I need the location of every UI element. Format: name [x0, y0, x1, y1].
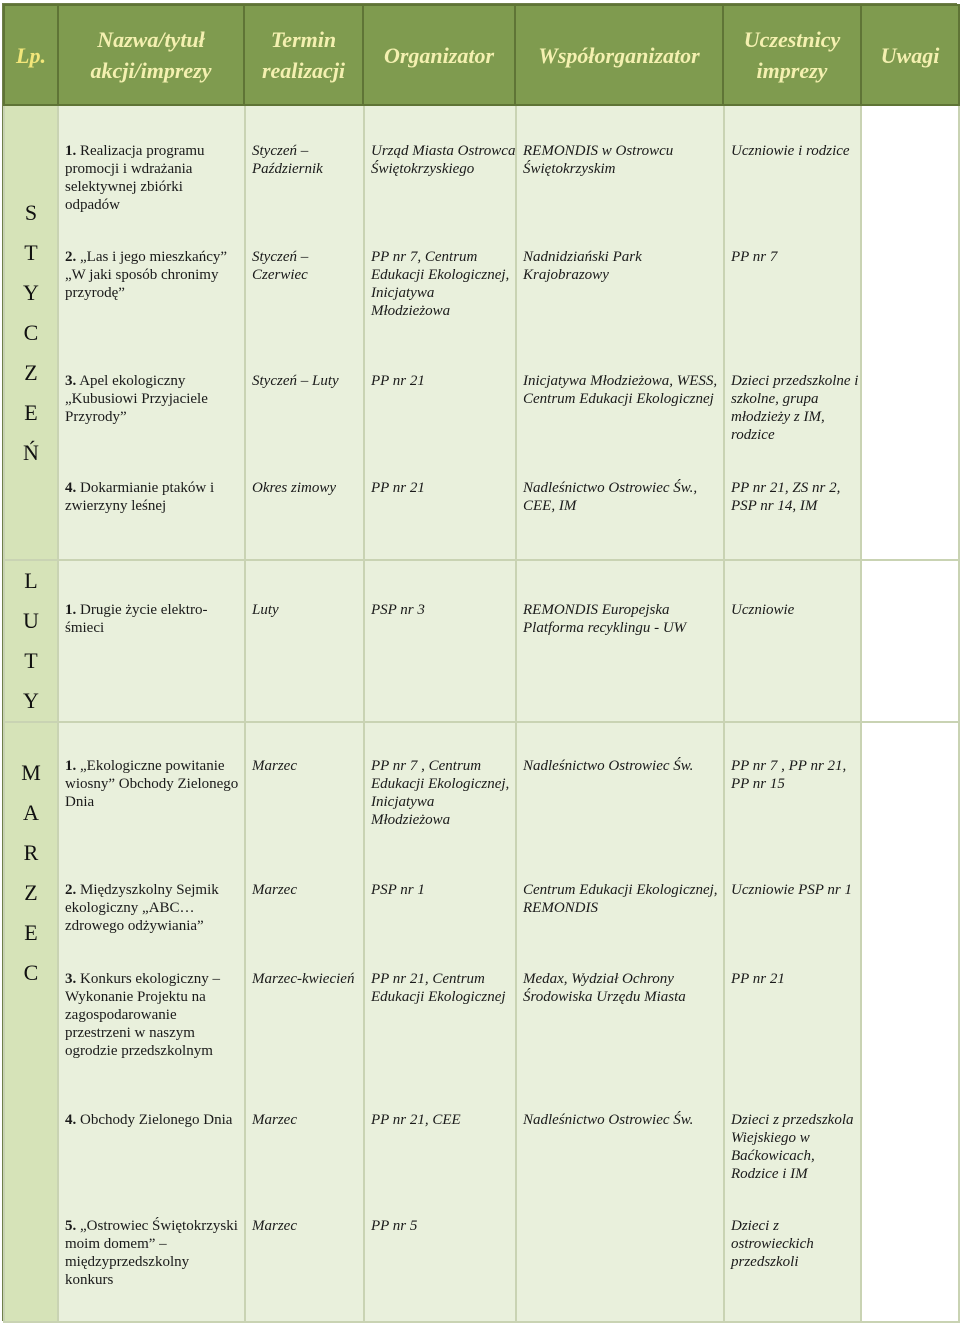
event-participants: Uczniowie i rodzice [731, 143, 850, 159]
event-coorganizer: Medax, Wydział Ochrony Środowiska Urzędu Miasta [523, 971, 686, 1005]
header-lp: Lp. [4, 5, 58, 105]
event-term: Styczeń – Październik [252, 143, 323, 177]
event-term: Marzec [252, 1218, 297, 1234]
event-name [65, 601, 241, 637]
schedule-sheet [2, 3, 957, 1321]
event-organizer: PP nr 21, Centrum Edukacji Ekologicznej [371, 971, 506, 1005]
event-name [65, 881, 241, 935]
event-organizer: Urząd Miasta Ostrowca Świętokrzyskiego [371, 143, 516, 177]
notes-cell [861, 105, 959, 560]
month-block-marzec [4, 722, 959, 1322]
event-title: Konkurs ekologiczny – Wykonanie Projektu na zagospodarowanie przestrzeni w naszym ogrodzie przedszkolnym [65, 971, 220, 1059]
column-divider [363, 723, 365, 1321]
column-divider [515, 106, 517, 559]
event-participants: PP nr 21 [731, 971, 785, 987]
event-coorganizer: Centrum Edukacji Ekologicznej, REMONDIS [523, 882, 718, 916]
event-number: 1. [65, 143, 77, 159]
month-letter: T [24, 648, 38, 673]
month-letter: Ń [23, 439, 39, 465]
column-divider [363, 106, 365, 559]
column-divider [244, 561, 246, 721]
event-title: Obchody Zielonego Dnia [80, 1112, 233, 1128]
column-divider [723, 723, 725, 1321]
event-number: 5. [65, 1218, 77, 1234]
month-label-marzec [4, 722, 58, 1322]
month-block-styczen [4, 105, 959, 560]
event-organizer: PSP nr 3 [371, 602, 425, 618]
event-organizer: PP nr 21 [371, 480, 425, 496]
event-title: „Las i jego mieszkańcy” „W jaki sposób chronimy przyrodę” [65, 249, 228, 301]
event-title: Realizacja programu promocji i wdrażania selektywnej zbiórki odpadów [65, 143, 205, 213]
event-participants: PP nr 7 , PP nr 21, PP nr 15 [731, 758, 847, 792]
event-term: Marzec [252, 882, 297, 898]
event-coorganizer: REMONDIS Europejska Platforma recyklingu - UW [523, 602, 687, 636]
event-name [65, 1217, 241, 1289]
month-letter: Y [23, 688, 39, 713]
event-coorganizer: Nadnidziański Park Krajobrazowy [523, 249, 642, 283]
event-name [65, 372, 241, 426]
event-number: 2. [65, 882, 77, 898]
column-divider [363, 561, 365, 721]
event-term: Styczeń – Luty [252, 373, 339, 389]
month-letter: Y [23, 279, 39, 305]
event-coorganizer: Inicjatywa Młodzieżowa, WESS, Centrum Edukacji Ekologicznej [523, 373, 718, 407]
event-title: Drugie życie elektro-śmieci [65, 602, 208, 636]
column-divider [515, 723, 517, 1321]
event-name [65, 479, 241, 515]
event-organizer: PSP nr 1 [371, 882, 425, 898]
event-title: Międzyszkolny Sejmik ekologiczny „ABC… zdrowego odżywiania” [65, 882, 219, 934]
event-participants: Dzieci z przedszkola Wiejskiego w Baćkowicach, Rodzice i IM [731, 1112, 854, 1182]
month-letter: Z [24, 359, 38, 385]
header-name: Nazwa/tytuł akcji/imprezy [58, 5, 244, 105]
event-coorganizer: Nadleśnictwo Ostrowiec Św. [523, 758, 694, 774]
month-label-luty [4, 560, 58, 722]
event-title: Dokarmianie ptaków i zwierzyny leśnej [65, 480, 215, 514]
month-letter: E [24, 399, 38, 425]
header-notes: Uwagi [861, 5, 959, 105]
event-term: Marzec-kwiecień [252, 971, 355, 987]
event-number: 1. [65, 602, 77, 618]
event-participants: Dzieci przedszkolne i szkolne, grupa młodzieży z IM, rodzice [731, 373, 859, 443]
notes-cell [861, 722, 959, 1322]
event-term: Okres zimowy [252, 480, 337, 496]
column-divider [723, 106, 725, 559]
column-divider [515, 561, 517, 721]
entries-luty [58, 560, 861, 722]
month-letter: R [23, 840, 39, 865]
event-organizer: PP nr 7, Centrum Edukacji Ekologicznej, Inicjatywa Młodzieżowa [371, 249, 510, 319]
month-letter: A [23, 800, 39, 825]
events-table [3, 4, 960, 1323]
notes-cell [861, 560, 959, 722]
event-organizer: PP nr 21, CEE [371, 1112, 461, 1128]
event-organizer: PP nr 21 [371, 373, 425, 389]
event-name [65, 757, 241, 811]
column-divider [244, 106, 246, 559]
event-name [65, 1111, 241, 1129]
event-organizer: PP nr 7 , Centrum Edukacji Ekologicznej, Inicjatywa Młodzieżowa [371, 758, 510, 828]
event-title: „Ostrowiec Świętokrzyski moim domem” – międzyprzedszkolny konkurs [65, 1218, 238, 1288]
header-coorganizer: Współorganizator [515, 5, 723, 105]
month-letter: E [24, 920, 38, 945]
event-number: 1. [65, 758, 77, 774]
entries-marzec [58, 722, 861, 1322]
header-row [4, 5, 959, 105]
event-name [65, 142, 241, 214]
month-block-luty [4, 560, 959, 722]
event-participants: PP nr 7 [731, 249, 778, 265]
event-name [65, 248, 241, 302]
month-letter: C [23, 319, 39, 345]
event-coorganizer: Nadleśnictwo Ostrowiec Św., CEE, IM [523, 480, 698, 514]
month-letter: M [21, 760, 41, 785]
event-term: Luty [252, 602, 279, 618]
event-number: 4. [65, 480, 77, 496]
entries-styczen [58, 105, 861, 560]
event-term: Marzec [252, 758, 297, 774]
event-coorganizer: Nadleśnictwo Ostrowiec Św. [523, 1112, 694, 1128]
header-organizer: Organizator [363, 5, 515, 105]
event-participants: Dzieci z ostrowieckich przedszkoli [731, 1218, 814, 1270]
event-number: 3. [65, 373, 77, 389]
header-participants: Uczestnicy imprezy [723, 5, 861, 105]
month-letter: U [23, 608, 39, 633]
event-coorganizer: REMONDIS w Ostrowcu Świętokrzyskim [523, 143, 674, 177]
event-number: 2. [65, 249, 77, 265]
column-divider [244, 723, 246, 1321]
event-term: Marzec [252, 1112, 297, 1128]
month-letter: Z [24, 880, 38, 905]
month-letter: L [24, 568, 38, 593]
event-participants: Uczniowie PSP nr 1 [731, 882, 852, 898]
event-participants: Uczniowie [731, 602, 795, 618]
column-divider [723, 561, 725, 721]
event-name [65, 970, 241, 1060]
month-letter: C [23, 960, 39, 985]
month-letter: T [24, 239, 38, 265]
event-participants: PP nr 21, ZS nr 2, PSP nr 14, IM [731, 480, 841, 514]
event-number: 3. [65, 971, 77, 987]
event-organizer: PP nr 5 [371, 1218, 418, 1234]
event-number: 4. [65, 1112, 77, 1128]
header-term: Termin realizacji [244, 5, 363, 105]
month-letter: S [24, 199, 38, 225]
month-label-styczen [4, 105, 58, 560]
event-title: Apel ekologiczny „Kubusiowi Przyjaciele Przyrody” [65, 373, 208, 425]
event-title: „Ekologiczne powitanie wiosny” Obchody Zielonego Dnia [65, 758, 239, 810]
event-term: Styczeń – Czerwiec [252, 249, 309, 283]
